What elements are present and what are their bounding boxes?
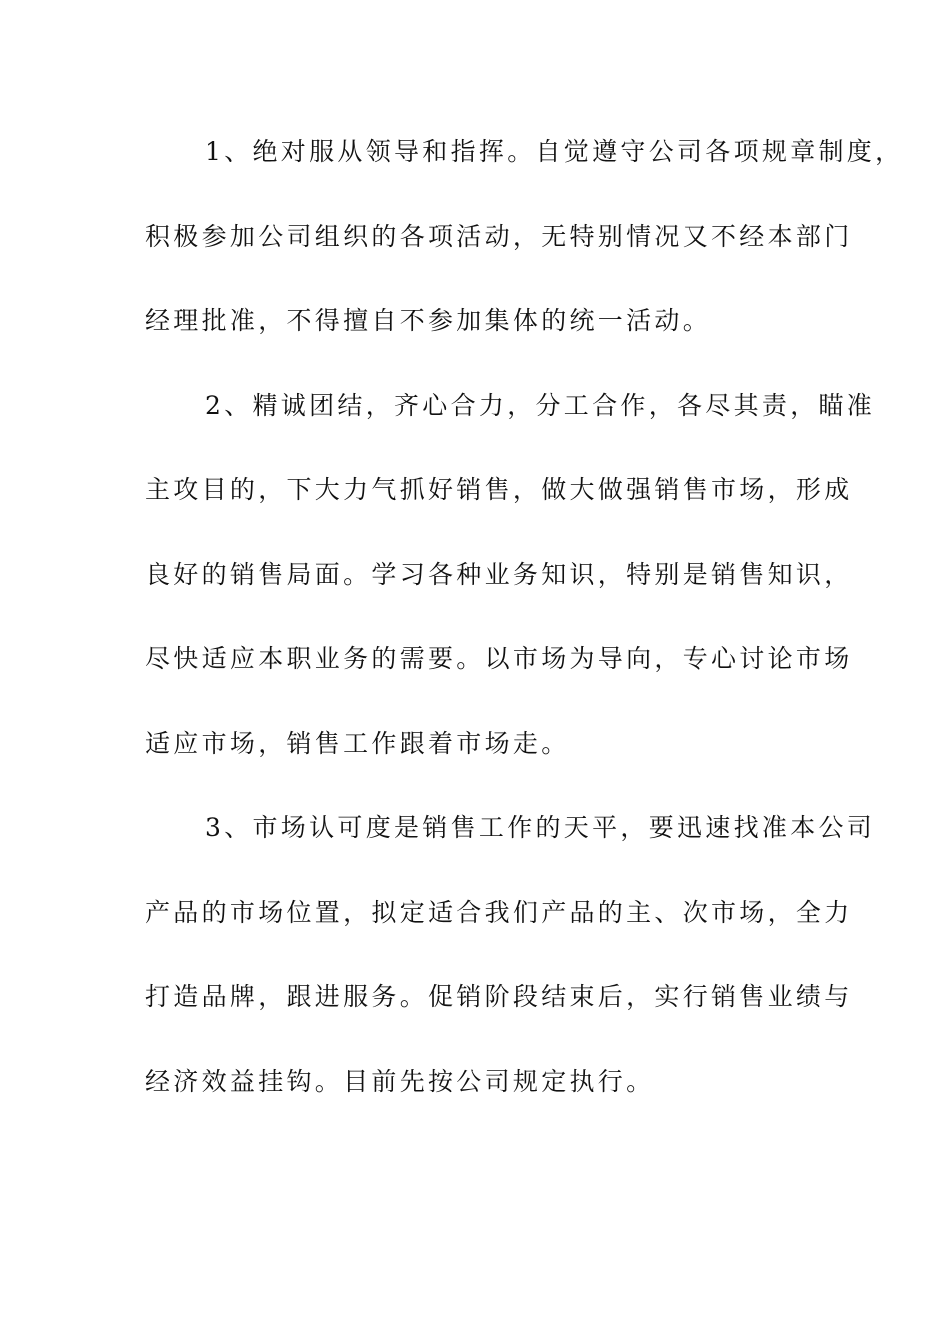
paragraph-line: 产品的市场位置，拟定适合我们产品的主、次市场，全力: [145, 897, 853, 927]
paragraph-line: 打造品牌，跟进服务。促销阶段结束后，实行销售业绩与: [145, 982, 853, 1011]
paragraph-line: 适应市场，销售工作跟着市场走。: [145, 728, 570, 758]
paragraph-line: 良好的销售局面。学习各种业务知识，特别是销售知识，: [145, 559, 853, 589]
paragraph-line: 经济效益挂钩。目前先按公司规定执行。: [145, 1066, 655, 1096]
paragraph-line: 尽快适应本职业务的需要。以市场为导向，专心讨论市场: [145, 644, 853, 673]
document-body: [145, 124, 904, 1138]
paragraph-line: 1、绝对服从领导和指挥。自觉遵守公司各项规章制度，: [205, 137, 904, 166]
paragraph-1: [145, 124, 904, 378]
paragraph-2: [145, 378, 876, 801]
paragraph-line: 2、精诚团结，齐心合力，分工合作，各尽其责，瞄准: [205, 390, 876, 420]
paragraph-3: [145, 800, 876, 1138]
paragraph-line: 主攻目的，下大力气抓好销售，做大做强销售市场，形成: [145, 475, 853, 504]
paragraph-line: 经理批准，不得擅自不参加集体的统一活动。: [145, 306, 712, 335]
paragraph-line: 积极参加公司组织的各项活动，无特别情况又不经本部门: [145, 221, 853, 251]
paragraph-line: 3、市场认可度是销售工作的天平，要迅速找准本公司: [205, 813, 876, 842]
